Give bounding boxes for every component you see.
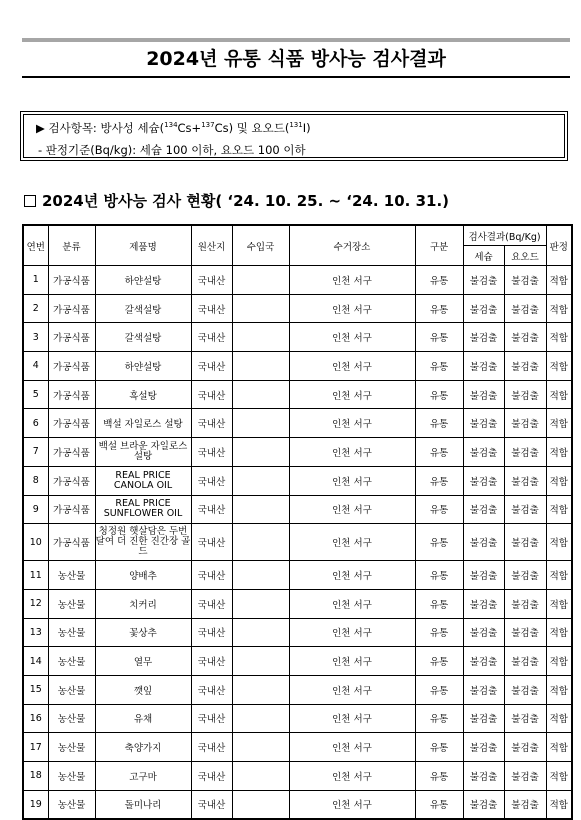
cell-type: 유통 bbox=[415, 380, 463, 409]
cell-product: 꽃상추 bbox=[95, 618, 191, 647]
cell-cesium: 불검출 bbox=[463, 380, 504, 409]
cell-type: 유통 bbox=[415, 352, 463, 381]
cell-judgment: 적합 bbox=[546, 495, 572, 524]
header-type: 구분 bbox=[415, 225, 463, 266]
cell-iodine: 불검출 bbox=[504, 438, 546, 467]
cell-place: 인천 서구 bbox=[289, 495, 415, 524]
cell-importer bbox=[232, 380, 289, 409]
i131-mass: 131 bbox=[289, 121, 303, 130]
cell-origin: 국내산 bbox=[191, 790, 232, 819]
cell-type: 유통 bbox=[415, 733, 463, 762]
cell-product: 백설 브라운 자일로스 설탕 bbox=[95, 438, 191, 467]
cell-cesium: 불검출 bbox=[463, 495, 504, 524]
cell-category: 가공식품 bbox=[48, 524, 95, 561]
header-product: 제품명 bbox=[95, 225, 191, 266]
cell-category: 농산물 bbox=[48, 589, 95, 618]
cell-product: 갈색설탕 bbox=[95, 294, 191, 323]
cell-category: 농산물 bbox=[48, 561, 95, 590]
cs134-mass: 134 bbox=[164, 121, 178, 130]
cell-judgment: 적합 bbox=[546, 294, 572, 323]
cell-type: 유통 bbox=[415, 524, 463, 561]
cell-no: 4 bbox=[23, 352, 48, 381]
criteria-box-inner bbox=[23, 114, 565, 158]
cell-cesium: 불검출 bbox=[463, 323, 504, 352]
table-row bbox=[23, 704, 572, 733]
cell-product: 돌미나리 bbox=[95, 790, 191, 819]
cell-place: 인천 서구 bbox=[289, 647, 415, 676]
section-heading-text: 2024년 방사능 검사 현황( ‘24. 10. 25. ~ ‘24. 10. 31.) bbox=[42, 192, 449, 210]
cell-iodine: 불검출 bbox=[504, 294, 546, 323]
cell-type: 유통 bbox=[415, 704, 463, 733]
cell-no: 6 bbox=[23, 409, 48, 438]
cell-category: 가공식품 bbox=[48, 380, 95, 409]
table-row bbox=[23, 524, 572, 561]
cell-iodine: 불검출 bbox=[504, 323, 546, 352]
cell-importer bbox=[232, 466, 289, 495]
cell-product: 양배추 bbox=[95, 561, 191, 590]
cell-origin: 국내산 bbox=[191, 762, 232, 791]
header-importer: 수입국 bbox=[232, 225, 289, 266]
cell-origin: 국내산 bbox=[191, 675, 232, 704]
cell-cesium: 불검출 bbox=[463, 647, 504, 676]
header-place: 수거장소 bbox=[289, 225, 415, 266]
cell-judgment: 적합 bbox=[546, 733, 572, 762]
title-top-rule bbox=[22, 38, 570, 42]
cell-type: 유통 bbox=[415, 409, 463, 438]
table-row bbox=[23, 733, 572, 762]
cell-judgment: 적합 bbox=[546, 524, 572, 561]
cell-importer bbox=[232, 675, 289, 704]
header-result: 검사결과(Bq/Kg) bbox=[463, 225, 546, 246]
cell-place: 인천 서구 bbox=[289, 466, 415, 495]
cell-product: 유채 bbox=[95, 704, 191, 733]
cell-type: 유통 bbox=[415, 675, 463, 704]
table-row bbox=[23, 647, 572, 676]
cell-place: 인천 서구 bbox=[289, 704, 415, 733]
cell-category: 농산물 bbox=[48, 790, 95, 819]
cell-place: 인천 서구 bbox=[289, 409, 415, 438]
cell-type: 유통 bbox=[415, 466, 463, 495]
cell-importer bbox=[232, 495, 289, 524]
cell-origin: 국내산 bbox=[191, 647, 232, 676]
cell-importer bbox=[232, 589, 289, 618]
cell-type: 유통 bbox=[415, 790, 463, 819]
table-row bbox=[23, 266, 572, 295]
cell-cesium: 불검출 bbox=[463, 618, 504, 647]
test-items-prefix: ▶ 검사항목: 방사성 세슘( bbox=[36, 121, 165, 135]
cell-importer bbox=[232, 524, 289, 561]
cell-no: 7 bbox=[23, 438, 48, 467]
cell-no: 11 bbox=[23, 561, 48, 590]
cell-importer bbox=[232, 323, 289, 352]
cell-product: REAL PRICE SUNFLOWER OIL bbox=[95, 495, 191, 524]
cell-iodine: 불검출 bbox=[504, 524, 546, 561]
cell-cesium: 불검출 bbox=[463, 409, 504, 438]
cell-place: 인천 서구 bbox=[289, 618, 415, 647]
cell-judgment: 적합 bbox=[546, 675, 572, 704]
cell-origin: 국내산 bbox=[191, 380, 232, 409]
i131-symbol: I) bbox=[302, 121, 311, 135]
table-row bbox=[23, 352, 572, 381]
cell-iodine: 불검출 bbox=[504, 790, 546, 819]
cell-judgment: 적합 bbox=[546, 380, 572, 409]
cell-origin: 국내산 bbox=[191, 589, 232, 618]
cell-category: 가공식품 bbox=[48, 323, 95, 352]
cell-importer bbox=[232, 266, 289, 295]
header-category: 분류 bbox=[48, 225, 95, 266]
table-row bbox=[23, 438, 572, 467]
cell-type: 유통 bbox=[415, 294, 463, 323]
cell-category: 농산물 bbox=[48, 647, 95, 676]
cell-judgment: 적합 bbox=[546, 352, 572, 381]
cell-cesium: 불검출 bbox=[463, 266, 504, 295]
header-cesium: 세슘 bbox=[463, 246, 504, 266]
cell-type: 유통 bbox=[415, 647, 463, 676]
table-row bbox=[23, 618, 572, 647]
cell-judgment: 적합 bbox=[546, 323, 572, 352]
cell-cesium: 불검출 bbox=[463, 438, 504, 467]
cell-product: 치커리 bbox=[95, 589, 191, 618]
table-row bbox=[23, 323, 572, 352]
cs137-mass: 137 bbox=[201, 121, 215, 130]
cell-product: 고구마 bbox=[95, 762, 191, 791]
cell-product: 갈색설탕 bbox=[95, 323, 191, 352]
cell-importer bbox=[232, 618, 289, 647]
cell-iodine: 불검출 bbox=[504, 561, 546, 590]
cell-judgment: 적합 bbox=[546, 790, 572, 819]
cell-cesium: 불검출 bbox=[463, 675, 504, 704]
cell-iodine: 불검출 bbox=[504, 762, 546, 791]
cell-no: 5 bbox=[23, 380, 48, 409]
cell-type: 유통 bbox=[415, 438, 463, 467]
cell-iodine: 불검출 bbox=[504, 675, 546, 704]
cell-category: 가공식품 bbox=[48, 466, 95, 495]
cell-cesium: 불검출 bbox=[463, 589, 504, 618]
cell-cesium: 불검출 bbox=[463, 733, 504, 762]
cell-place: 인천 서구 bbox=[289, 266, 415, 295]
cell-importer bbox=[232, 762, 289, 791]
cell-iodine: 불검출 bbox=[504, 589, 546, 618]
cell-place: 인천 서구 bbox=[289, 790, 415, 819]
cell-judgment: 적합 bbox=[546, 704, 572, 733]
cell-category: 가공식품 bbox=[48, 495, 95, 524]
cell-category: 가공식품 bbox=[48, 266, 95, 295]
cell-importer bbox=[232, 352, 289, 381]
section-heading bbox=[24, 190, 449, 211]
cell-product: 백설 자일로스 설탕 bbox=[95, 409, 191, 438]
cell-iodine: 불검출 bbox=[504, 266, 546, 295]
cell-place: 인천 서구 bbox=[289, 675, 415, 704]
cell-type: 유통 bbox=[415, 589, 463, 618]
cell-origin: 국내산 bbox=[191, 524, 232, 561]
cell-product: 청정원 햇살담은 두번달여 더 진한 진간장 골드 bbox=[95, 524, 191, 561]
cell-iodine: 불검출 bbox=[504, 733, 546, 762]
cell-product: 하얀설탕 bbox=[95, 352, 191, 381]
cell-no: 19 bbox=[23, 790, 48, 819]
cell-product: 깻잎 bbox=[95, 675, 191, 704]
cell-origin: 국내산 bbox=[191, 733, 232, 762]
judgment-criteria-line: - 판정기준(Bq/kg): 세슘 100 이하, 요오드 100 이하 bbox=[38, 143, 306, 157]
cell-no: 12 bbox=[23, 589, 48, 618]
cell-importer bbox=[232, 438, 289, 467]
test-items-line bbox=[36, 120, 311, 136]
cell-judgment: 적합 bbox=[546, 762, 572, 791]
cs137-symbol: Cs) 및 요오드( bbox=[214, 121, 290, 135]
cell-origin: 국내산 bbox=[191, 495, 232, 524]
table-row bbox=[23, 466, 572, 495]
cell-no: 18 bbox=[23, 762, 48, 791]
cell-origin: 국내산 bbox=[191, 409, 232, 438]
cell-importer bbox=[232, 409, 289, 438]
cell-no: 14 bbox=[23, 647, 48, 676]
cell-no: 1 bbox=[23, 266, 48, 295]
cell-importer bbox=[232, 647, 289, 676]
header-no: 연번 bbox=[23, 225, 48, 266]
header-judgment: 판정 bbox=[546, 225, 572, 266]
cell-no: 2 bbox=[23, 294, 48, 323]
cell-type: 유통 bbox=[415, 495, 463, 524]
cell-no: 8 bbox=[23, 466, 48, 495]
cell-iodine: 불검출 bbox=[504, 466, 546, 495]
cell-type: 유통 bbox=[415, 618, 463, 647]
cell-place: 인천 서구 bbox=[289, 733, 415, 762]
table-row bbox=[23, 762, 572, 791]
cell-place: 인천 서구 bbox=[289, 524, 415, 561]
cell-iodine: 불검출 bbox=[504, 495, 546, 524]
cell-importer bbox=[232, 704, 289, 733]
cell-origin: 국내산 bbox=[191, 266, 232, 295]
table-row bbox=[23, 561, 572, 590]
cell-no: 16 bbox=[23, 704, 48, 733]
table-row bbox=[23, 589, 572, 618]
cell-place: 인천 서구 bbox=[289, 352, 415, 381]
cell-judgment: 적합 bbox=[546, 589, 572, 618]
cell-place: 인천 서구 bbox=[289, 589, 415, 618]
cell-origin: 국내산 bbox=[191, 323, 232, 352]
cell-category: 농산물 bbox=[48, 704, 95, 733]
cell-cesium: 불검출 bbox=[463, 466, 504, 495]
table-row bbox=[23, 380, 572, 409]
cell-place: 인천 서구 bbox=[289, 323, 415, 352]
cell-no: 13 bbox=[23, 618, 48, 647]
cell-no: 10 bbox=[23, 524, 48, 561]
cell-cesium: 불검출 bbox=[463, 294, 504, 323]
cell-category: 가공식품 bbox=[48, 438, 95, 467]
cell-origin: 국내산 bbox=[191, 438, 232, 467]
cell-origin: 국내산 bbox=[191, 294, 232, 323]
cell-iodine: 불검출 bbox=[504, 647, 546, 676]
cell-importer bbox=[232, 294, 289, 323]
cell-cesium: 불검출 bbox=[463, 524, 504, 561]
cell-judgment: 적합 bbox=[546, 438, 572, 467]
cell-iodine: 불검출 bbox=[504, 380, 546, 409]
table-row bbox=[23, 495, 572, 524]
cell-iodine: 불검출 bbox=[504, 352, 546, 381]
cell-product: REAL PRICE CANOLA OIL bbox=[95, 466, 191, 495]
cell-judgment: 적합 bbox=[546, 647, 572, 676]
cell-iodine: 불검출 bbox=[504, 409, 546, 438]
table-row bbox=[23, 294, 572, 323]
cell-importer bbox=[232, 561, 289, 590]
cell-place: 인천 서구 bbox=[289, 294, 415, 323]
cell-type: 유통 bbox=[415, 266, 463, 295]
square-icon bbox=[24, 195, 36, 207]
cell-no: 9 bbox=[23, 495, 48, 524]
header-origin: 원산지 bbox=[191, 225, 232, 266]
cell-judgment: 적합 bbox=[546, 466, 572, 495]
cell-origin: 국내산 bbox=[191, 466, 232, 495]
cell-no: 3 bbox=[23, 323, 48, 352]
table-row bbox=[23, 675, 572, 704]
cell-place: 인천 서구 bbox=[289, 438, 415, 467]
cell-judgment: 적합 bbox=[546, 618, 572, 647]
cell-no: 15 bbox=[23, 675, 48, 704]
cell-category: 가공식품 bbox=[48, 294, 95, 323]
cell-origin: 국내산 bbox=[191, 352, 232, 381]
cell-origin: 국내산 bbox=[191, 704, 232, 733]
criteria-box bbox=[20, 111, 568, 161]
cell-origin: 국내산 bbox=[191, 561, 232, 590]
cell-type: 유통 bbox=[415, 762, 463, 791]
cell-no: 17 bbox=[23, 733, 48, 762]
page-title: 2024년 유통 식품 방사능 검사결과 bbox=[146, 48, 446, 70]
cell-product: 하얀설탕 bbox=[95, 266, 191, 295]
title-bottom-rule bbox=[22, 76, 570, 78]
cell-place: 인천 서구 bbox=[289, 561, 415, 590]
cell-category: 농산물 bbox=[48, 618, 95, 647]
cell-product: 축양가지 bbox=[95, 733, 191, 762]
cell-cesium: 불검출 bbox=[463, 352, 504, 381]
cell-type: 유통 bbox=[415, 561, 463, 590]
cell-category: 농산물 bbox=[48, 733, 95, 762]
cell-judgment: 적합 bbox=[546, 409, 572, 438]
cell-iodine: 불검출 bbox=[504, 704, 546, 733]
cell-cesium: 불검출 bbox=[463, 704, 504, 733]
cell-category: 가공식품 bbox=[48, 409, 95, 438]
cell-cesium: 불검출 bbox=[463, 762, 504, 791]
cell-importer bbox=[232, 733, 289, 762]
table-row bbox=[23, 409, 572, 438]
cell-judgment: 적합 bbox=[546, 266, 572, 295]
cell-product: 열무 bbox=[95, 647, 191, 676]
cell-origin: 국내산 bbox=[191, 618, 232, 647]
cell-iodine: 불검출 bbox=[504, 618, 546, 647]
cell-product: 흑설탕 bbox=[95, 380, 191, 409]
header-iodine: 요오드 bbox=[504, 246, 546, 266]
results-table bbox=[22, 224, 573, 820]
cell-cesium: 불검출 bbox=[463, 561, 504, 590]
cell-type: 유통 bbox=[415, 323, 463, 352]
cell-category: 농산물 bbox=[48, 675, 95, 704]
cell-category: 농산물 bbox=[48, 762, 95, 791]
cs134-symbol: Cs+ bbox=[177, 121, 202, 135]
cell-place: 인천 서구 bbox=[289, 762, 415, 791]
cell-cesium: 불검출 bbox=[463, 790, 504, 819]
cell-category: 가공식품 bbox=[48, 352, 95, 381]
cell-judgment: 적합 bbox=[546, 561, 572, 590]
cell-place: 인천 서구 bbox=[289, 380, 415, 409]
